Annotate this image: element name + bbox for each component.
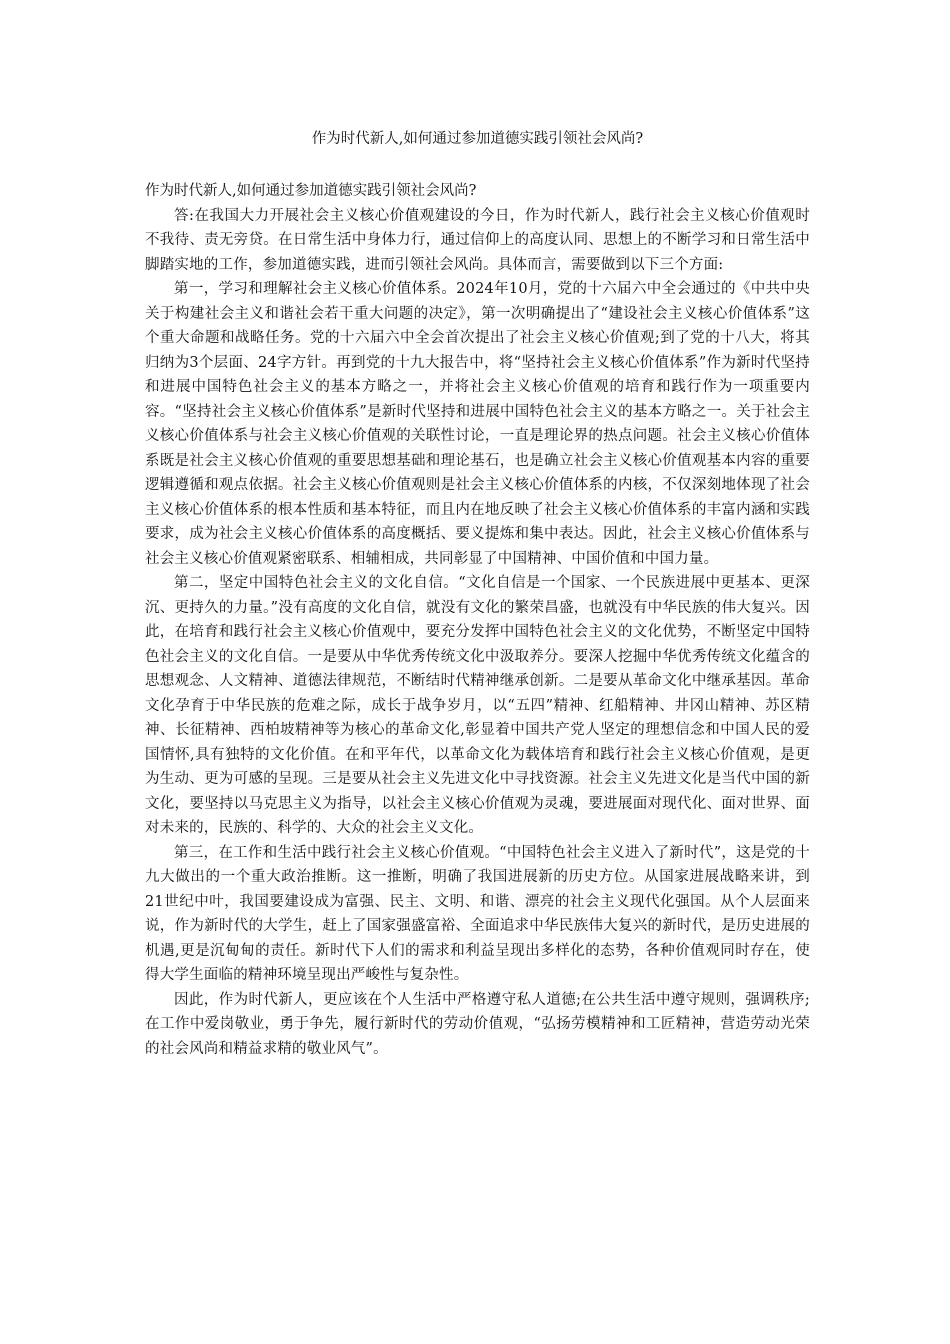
paragraph-answer-intro: 答:在我国大力开展社会主义核心价值观建设的今日，作为时代新人，践行社会主义核心价值观时不我待、责无旁贷。在日常生活中身体力行，通过信仰上的高度认同、思想上的不断学习和日常生活中脚踏实地的工作，参加道德实践，进而引领社会风尚。具体而言，需要做到以下三个方面: bbox=[145, 207, 810, 273]
paragraph-point-two: 第二，坚定中国特色社会主义的文化自信。“文化自信是一个国家、一个民族进展中更基本、更深沉、更持久的力量。”没有高度的文化自信，就没有文化的繁荣昌盛，也就没有中华民族的伟大复兴。因此，在培育和践行社会主义核心价值观中，要充分发挥中国特色社会主义的文化优势，不断坚定中国特色社会主义的文化自信。一是要从中华优秀传统文化中汲取养分。要深人挖掘中华优秀传统文化蕴含的思想观念、人文精神、道德法律规范，不断结时代精神继承创新。二是要从革命文化中继承基因。革命文化孕育于中华民族的危难之际，成长于战争岁月，以“五四”精神、红船精神、井冈山精神、苏区精神、长征精神、西柏坡精神等为核心的革命文化,彰显着中国共产党人坚定的理想信念和中国人民的爱国情怀,具有独特的文化价值。在和平年代，以革命文化为载体培育和践行社会主义核心价值观，是更为生动、更为可感的呈现。三是要从社会主义先进文化中寻找资源。社会主义先进文化是当代中国的新文化，要坚持以马克思主义为指导，以社会主义核心价值观为灵魂，要进展面对现代化、面对世界、面对未来的，民族的、科学的、大众的社会主义文化。 bbox=[145, 575, 810, 836]
document-body bbox=[145, 179, 810, 1061]
paragraph-conclusion: 因此，作为时代新人，更应该在个人生活中严格遵守私人道德;在公共生活中遵守规则，强调秩序;在工作中爱岗敬业，勇于争先，履行新时代的劳动价值观，“弘扬劳模精神和工匠精神，营造劳动光荣的社会风尚和精益求精的敬业风气”。 bbox=[145, 991, 810, 1057]
paragraph-point-three: 第三，在工作和生活中践行社会主义核心价值观。“中国特色社会主义进入了新时代”，这是党的十九大做出的一个重大政治推断。这一推断，明确了我国进展新的历史方位。从国家进展战略来讲，到21世纪中叶，我国要建设成为富强、民主、文明、和谐、漂亮的社会主义现代化强国。从个人层面来说，作为新时代的大学生，赶上了国家强盛富裕、全面追求中华民族伟大复兴的新时代，是历史进展的机遇,更是沉甸甸的责任。新时代下人们的需求和利益呈现出多样化的态势，各种价值观同时存在，使得大学生面临的精神环境呈现出严峻性与复杂性。 bbox=[145, 844, 810, 983]
document-title: 作为时代新人,如何通过参加道德实践引领社会风尚? bbox=[311, 131, 644, 147]
document-page bbox=[145, 0, 810, 1061]
paragraph-point-one: 第一，学习和理解社会主义核心价值体系。2024年10月，党的十六届六中全会通过的《中共中央关于构建社会主义和谐社会若干重大问题的决定》，第一次明确提出了“建设社会主义核心价值体系”这个重大命题和战略任务。党的十六届六中全会首次提出了社会主义核心价值观;到了党的十八大，将其归纳为3个层面、24字方针。再到党的十九大报告中，将“坚持社会主义核心价值体系”作为新时代坚持和进展中国特色社会主义的基本方略之一，并将社会主义核心价值观的培育和践行作为一项重要内容。“坚持社会主义核心价值体系”是新时代坚持和进展中国特色社会主义的基本方略之一。关于社会主义核心价值体系与社会主义核心价值观的关联性讨论，一直是理论界的热点问题。社会主义核心价值体系既是社会主义核心价值观的重要思想基础和理论基石，也是确立社会主义核心价值观基本内容的重要逻辑遵循和观点依据。社会主义核心价值观则是社会主义核心价值体系的内核，不仅深刻地体现了社会主义核心价值体系的根本性质和基本特征，而且内在地反映了社会主义核心价值体系的丰富内涵和实践要求，成为社会主义核心价值体系的高度概括、要义提炼和集中表达。因此，社会主义核心价值体系与社会主义核心价值观紧密联系、相辅相成，共同彰显了中国精神、中国价值和中国力量。 bbox=[145, 281, 810, 567]
document-subtitle: 作为时代新人,如何通过参加道德实践引领社会风尚? bbox=[145, 183, 477, 199]
